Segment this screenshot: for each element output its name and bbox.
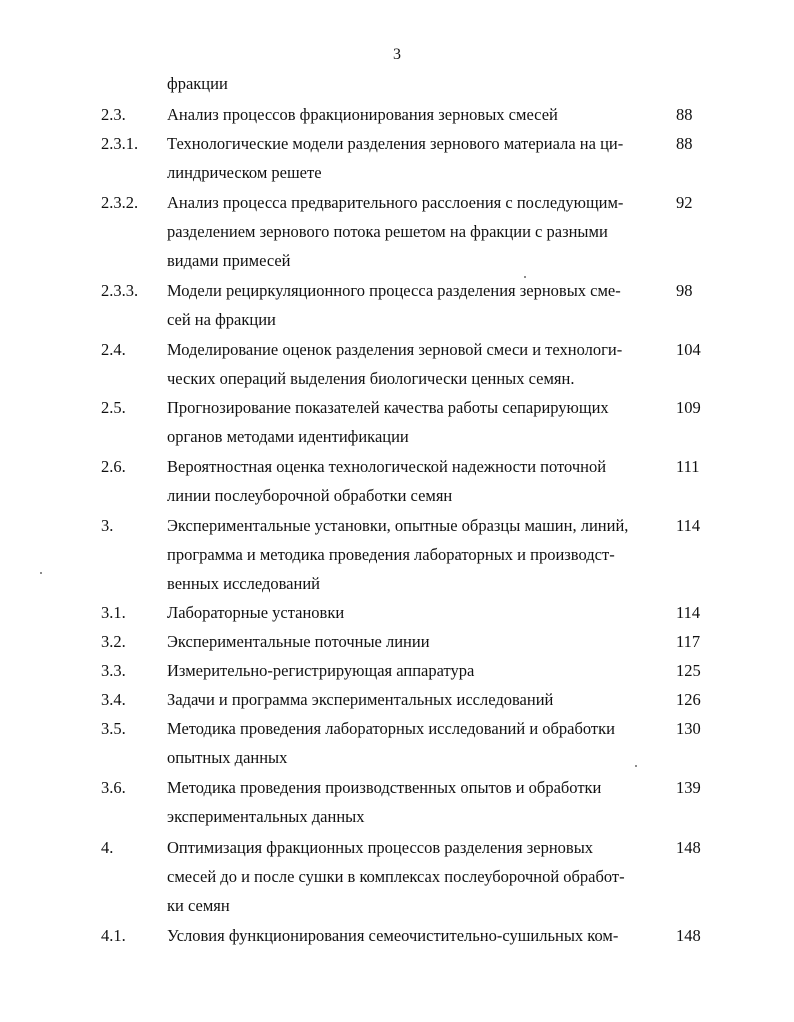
toc-entry-text-line: Технологические модели разделения зернового материала на ци-	[167, 134, 624, 153]
scan-speck	[40, 572, 42, 574]
toc-entry-page: 114	[676, 603, 701, 622]
toc-entry-page: 139	[676, 778, 701, 797]
toc-entry-text-line: Экспериментальные поточные линии	[167, 632, 430, 651]
toc-entry-text-line: сей на фракции	[167, 310, 276, 329]
toc-entry-page: 88	[676, 134, 693, 153]
toc-entry-text-line: линдрическом решете	[167, 163, 322, 182]
toc-entry-text-line: Экспериментальные установки, опытные образцы машин, линий,	[167, 516, 629, 535]
toc-entry-text-line: Методика проведения лабораторных исследований и обработки	[167, 719, 615, 738]
toc-entry-number: 4.	[101, 838, 114, 857]
toc-entry-number: 2.3.3.	[101, 281, 139, 300]
toc-entry-page: 126	[676, 690, 701, 709]
toc-entry-page: 148	[676, 838, 701, 857]
toc-entry-number: 3.2.	[101, 632, 126, 651]
toc-entry-text-line: Прогнозирование показателей качества работы сепарирующих	[167, 398, 609, 417]
toc-entry-text-line: видами примесей	[167, 251, 291, 270]
toc-entry-number: 2.3.1.	[101, 134, 139, 153]
toc-entry-text-line: ки семян	[167, 896, 230, 915]
toc-entry-page: 111	[676, 457, 700, 476]
toc-entry-number: 3.3.	[101, 661, 126, 680]
toc-entry-number: 3.6.	[101, 778, 126, 797]
toc-entry-page: 125	[676, 661, 701, 680]
toc-entry-text-line: Моделирование оценок разделения зерновой смеси и технологи-	[167, 340, 623, 359]
toc-entry-text-line: Модели рециркуляционного процесса разделения зерновых сме-	[167, 281, 621, 300]
toc-entry-number: 2.3.	[101, 105, 126, 124]
toc-entry-text-line: органов методами идентификации	[167, 427, 409, 446]
toc-entry-page: 104	[676, 340, 701, 359]
toc-entry-page: 109	[676, 398, 701, 417]
toc-entry-page: 88	[676, 105, 693, 124]
toc-entry-text-line: Оптимизация фракционных процессов разделения зерновых	[167, 838, 594, 857]
toc-entry-number: 2.3.2.	[101, 193, 139, 212]
toc-entry-page: 92	[676, 193, 693, 212]
toc-entry-page: 148	[676, 926, 701, 945]
toc-entry-text-line: Измерительно-регистрирующая аппаратура	[167, 661, 475, 680]
toc-entry-number: 2.6.	[101, 457, 126, 476]
toc-entry-page: 98	[676, 281, 693, 300]
scan-speck	[524, 276, 526, 278]
toc-entry-number: 3.4.	[101, 690, 126, 709]
toc-entry-text-line: Задачи и программа экспериментальных исследований	[167, 690, 554, 709]
toc-entry-text-line: фракции	[167, 74, 228, 93]
toc-entry-text-line: ческих операций выделения биологически ценных семян.	[167, 369, 575, 388]
toc-entry-number: 3.	[101, 516, 114, 535]
toc-entry-page: 130	[676, 719, 701, 738]
toc-entry-page: 117	[676, 632, 701, 651]
toc-entry-text-line: Лабораторные установки	[167, 603, 345, 622]
toc-entry-text-line: программа и методика проведения лабораторных и производст-	[167, 545, 615, 564]
toc-entry-text-line: опытных данных	[167, 748, 288, 767]
toc-entry-text-line: смесей до и после сушки в комплексах послеуборочной обработ-	[167, 867, 625, 886]
toc-entry-text-line: Условия функционирования семеочистительно-сушильных ком-	[167, 926, 619, 945]
toc-entry-text-line: разделением зернового потока решетом на фракции с разными	[167, 222, 608, 241]
toc-entry-number: 3.1.	[101, 603, 126, 622]
toc-entry-text-line: Анализ процессов фракционирования зерновых смесей	[167, 105, 558, 124]
toc-entry-page: 114	[676, 516, 701, 535]
toc-entry-number: 2.4.	[101, 340, 126, 359]
toc-entry-number: 4.1.	[101, 926, 126, 945]
toc-entry-number: 2.5.	[101, 398, 126, 417]
toc-entry-text-line: Вероятностная оценка технологической надежности поточной	[167, 457, 607, 476]
toc-entry-text-line: венных исследований	[167, 574, 320, 593]
scan-speck	[635, 765, 637, 767]
toc-entry-number: 3.5.	[101, 719, 126, 738]
toc-entry-text-line: экспериментальных данных	[167, 807, 365, 826]
toc-entry-text-line: Методика проведения производственных опытов и обработки	[167, 778, 602, 797]
page-number: 3	[393, 46, 401, 63]
toc-entry-text-line: Анализ процесса предварительного расслоения с последующим-	[167, 193, 624, 212]
toc-entry-text-line: линии послеуборочной обработки семян	[167, 486, 453, 505]
